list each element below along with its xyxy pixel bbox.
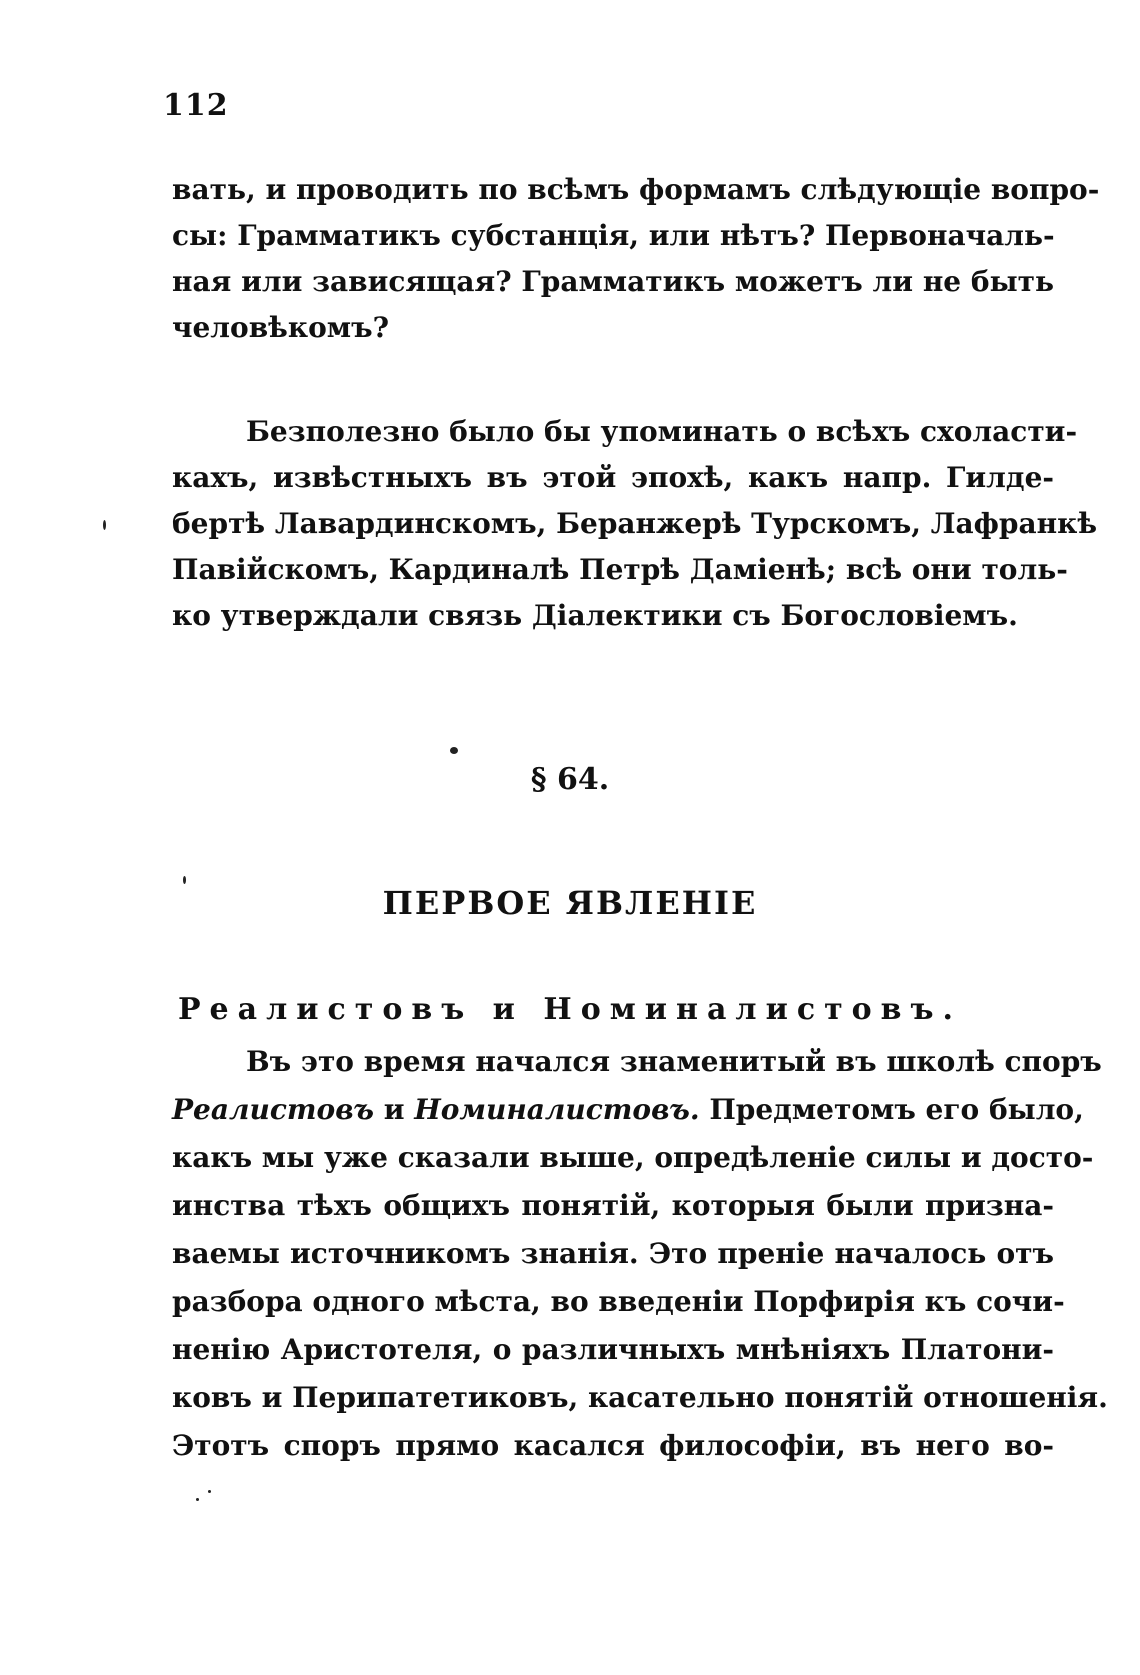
text-line: Въ это время начался знаменитый въ школѣ споръ xyxy=(246,1045,1102,1078)
text-line: какъ мы уже сказали выше, опредѣленіе силы и досто- xyxy=(172,1141,1094,1174)
ink-speck xyxy=(183,876,186,884)
text-line: Этотъ споръ прямо касался философіи, въ него во- xyxy=(172,1429,1054,1462)
text-line: инства тѣхъ общихъ понятій, которыя были призна- xyxy=(172,1189,1054,1222)
text-line: ваемы источникомъ знанія. Это преніе началось отъ xyxy=(172,1237,1054,1270)
chapter-subheading: Реалистовъ и Номиналистовъ. xyxy=(178,992,962,1027)
chapter-heading: ПЕРВОЕ ЯВЛЕНІЕ xyxy=(382,884,758,922)
italic-term: Номиналистовъ. xyxy=(414,1093,700,1126)
text-line: человѣкомъ? xyxy=(172,311,389,344)
page-number: 112 xyxy=(163,88,229,123)
text-span: и xyxy=(373,1093,415,1126)
ink-speck xyxy=(450,747,458,754)
text-line: вать, и проводить по всѣмъ формамъ слѣдующіе вопро- xyxy=(172,173,1100,206)
text-line: сы: Грамматикъ субстанція, или нѣтъ? Первоначаль- xyxy=(172,219,1055,252)
text-line: кахъ, извѣстныхъ въ этой эпохѣ, какъ напр. Гилде- xyxy=(172,461,1054,494)
text-line xyxy=(172,1092,1084,1128)
ink-speck xyxy=(196,1498,199,1501)
text-line: Павійскомъ, Кардиналѣ Петрѣ Даміенѣ; всѣ они толь- xyxy=(172,553,1068,586)
ink-speck xyxy=(208,1490,211,1493)
text-line: разбора одного мѣста, во введеніи Порфирія къ сочи- xyxy=(172,1285,1065,1318)
text-line: ная или зависящая? Грамматикъ можетъ ли не быть xyxy=(172,265,1054,298)
text-span: Предметомъ его было, xyxy=(699,1093,1084,1126)
ink-speck xyxy=(103,520,106,530)
text-line: ко утверждали связь Діалектики съ Богословіемъ. xyxy=(172,599,1018,632)
text-line: бертѣ Лавардинскомъ, Беранжерѣ Турскомъ, Лафранкѣ xyxy=(172,507,1098,540)
text-line: ковъ и Перипатетиковъ, касательно понятій отношенія. xyxy=(172,1381,1108,1414)
text-line: Безполезно было бы упоминать о всѣхъ схоласти- xyxy=(246,415,1078,448)
section-number: § 64. xyxy=(530,762,610,797)
italic-term: Реалистовъ xyxy=(172,1093,374,1126)
text-line: ненію Аристотеля, о различныхъ мнѣніяхъ Платони- xyxy=(172,1333,1054,1366)
